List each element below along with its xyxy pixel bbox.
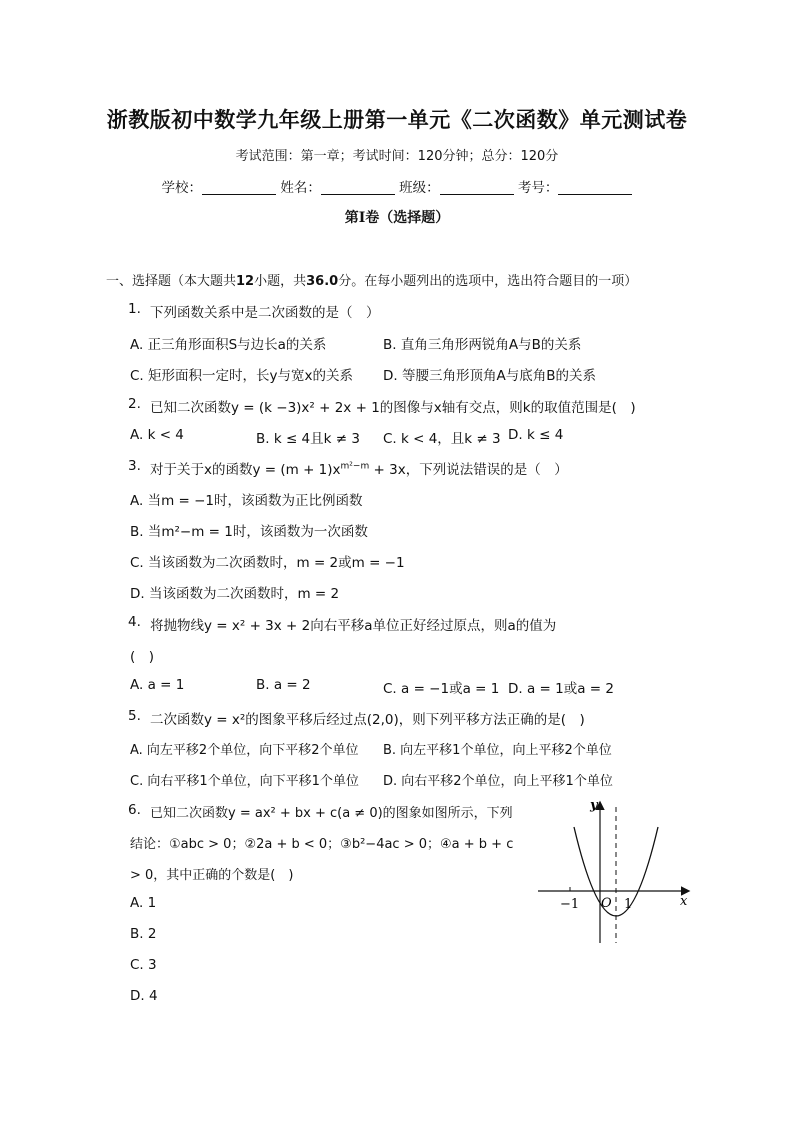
question-2-option-a: A. k < 4 <box>130 427 184 443</box>
section-heading <box>106 270 637 289</box>
question-6-option-b: B. 2 <box>130 926 157 942</box>
question-2-stem: 已知二次函数y = (k −3)x² + 2x + 1的图像与x轴有交点，则k的取值范围是( ) <box>150 400 636 416</box>
class-blank[interactable] <box>440 180 514 195</box>
x-axis-label: x <box>680 894 688 909</box>
question-4-option-c: C. a = −1或a = 1 <box>383 681 500 697</box>
student-fields <box>0 176 794 196</box>
number-label: 考号： <box>517 180 559 196</box>
question-1-stem: 下列函数关系中是二次函数的是（ ） <box>150 305 380 321</box>
name-blank[interactable] <box>321 180 395 195</box>
question-4-option-d: D. a = 1或a = 2 <box>508 681 614 697</box>
question-6-option-d: D. 4 <box>130 988 158 1004</box>
tick-pos-label: 1 <box>624 897 633 912</box>
name-label: 姓名： <box>280 180 321 196</box>
question-2-option-c: C. k < 4，且k ≠ 3 <box>383 431 501 447</box>
section-mid2: 分。在每小题列出的选项中，选出符合题目的一项） <box>338 274 638 289</box>
question-5-option-b: B. 向左平移1个单位，向上平移2个单位 <box>383 743 612 758</box>
question-5-option-c: C. 向右平移1个单位，向下平移1个单位 <box>130 774 359 789</box>
question-4-option-a: A. a = 1 <box>130 677 185 693</box>
question-6-stem-line2: 结论：①abc > 0；②2a + b < 0；③b²−4ac > 0；④a + b + c <box>130 837 514 852</box>
question-3-option-d: D. 当该函数为二次函数时，m = 2 <box>130 586 340 602</box>
page-title: 浙教版初中数学九年级上册第一单元《二次函数》单元测试卷 <box>106 107 688 132</box>
question-1-number: 1. <box>128 301 141 317</box>
question-1-option-d: D. 等腰三角形顶角A与底角B的关系 <box>383 368 596 384</box>
section-score: 36.0 <box>306 274 339 289</box>
question-3-number: 3. <box>128 458 141 474</box>
question-3-exponent: m²−m <box>340 461 370 472</box>
exam-info: 考试范围：第一章；考试时间：120分钟；总分：120分 <box>235 149 559 164</box>
question-4-number: 4. <box>128 614 141 630</box>
y-axis-label: y <box>590 798 598 813</box>
question-5-stem: 二次函数y = x²的图象平移后经过点(2,0)，则下列平移方法正确的是( ) <box>150 712 585 728</box>
school-blank[interactable] <box>202 180 276 195</box>
class-label: 班级： <box>399 180 440 196</box>
section-prefix: 一、选择题（本大题共 <box>106 274 237 289</box>
question-6-stem: 已知二次函数y = ax² + bx + c(a ≠ 0)的图象如图所示，下列 <box>150 806 513 821</box>
question-2-option-d: D. k ≤ 4 <box>508 427 564 443</box>
question-3-option-a: A. 当m = −1时，该函数为正比例函数 <box>130 493 363 509</box>
question-2-number: 2. <box>128 396 141 412</box>
question-1-option-b: B. 直角三角形两锐角A与B的关系 <box>383 337 582 353</box>
school-label: 学校： <box>161 180 203 196</box>
question-6-number: 6. <box>128 802 141 818</box>
question-2-option-b: B. k ≤ 4且k ≠ 3 <box>256 431 360 447</box>
tick-neg-label: −1 <box>560 897 580 912</box>
origin-label: O <box>601 896 612 911</box>
question-6-option-a: A. 1 <box>130 895 157 911</box>
parabola-graph <box>530 795 698 950</box>
question-6-option-c: C. 3 <box>130 957 157 973</box>
question-1-option-a: A. 正三角形面积S与边长a的关系 <box>130 337 327 353</box>
question-3-option-b: B. 当m²−m = 1时，该函数为一次函数 <box>130 524 368 540</box>
question-3-stem <box>150 458 568 478</box>
question-6-stem-line3: > 0，其中正确的个数是( ) <box>130 868 294 883</box>
question-3-stem-a: 对于关于x的函数y = (m + 1)x <box>150 462 341 478</box>
question-3-stem-b: + 3x，下列说法错误的是（ ） <box>369 462 568 478</box>
question-4-option-b: B. a = 2 <box>256 677 311 693</box>
question-5-option-a: A. 向左平移2个单位，向下平移2个单位 <box>130 743 359 758</box>
question-5-option-d: D. 向右平移2个单位，向上平移1个单位 <box>383 774 613 789</box>
section-mid1: 小题，共 <box>254 274 307 289</box>
section-count: 12 <box>236 274 255 289</box>
part-title: 第Ⅰ卷（选择题） <box>344 210 450 226</box>
question-4-stem: 将抛物线y = x² + 3x + 2向右平移a单位正好经过原点，则a的值为 <box>150 618 557 634</box>
question-3-option-c: C. 当该函数为二次函数时，m = 2或m = −1 <box>130 555 405 571</box>
question-4-stem-line2: ( ) <box>130 649 155 665</box>
question-5-number: 5. <box>128 708 141 724</box>
number-blank[interactable] <box>558 180 632 195</box>
question-1-option-c: C. 矩形面积一定时，长y与宽x的关系 <box>130 368 353 384</box>
